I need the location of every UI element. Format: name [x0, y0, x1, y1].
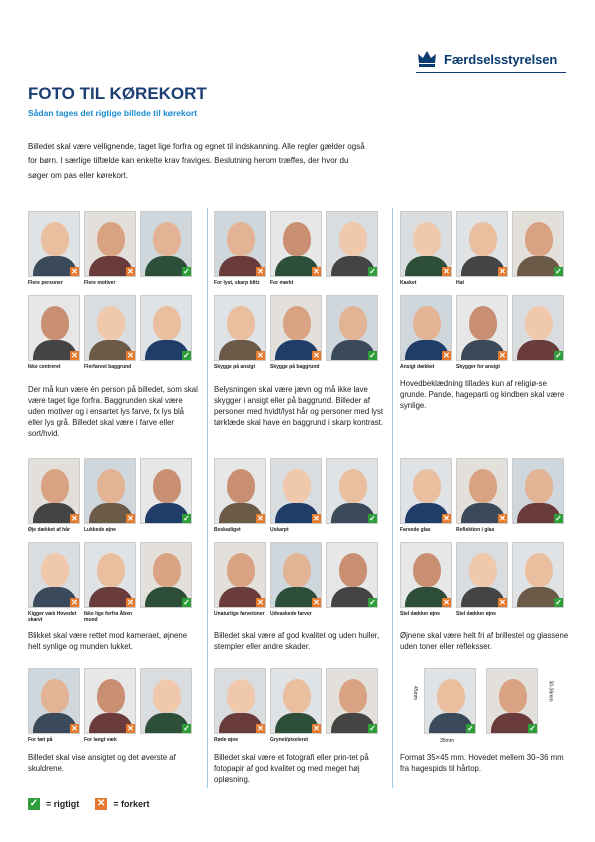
correct-icon: ✓ — [555, 267, 562, 276]
portrait-photo — [140, 542, 192, 608]
photo-caption: Skygge på baggrund — [270, 364, 320, 370]
portrait-photo — [28, 211, 80, 277]
portrait-photo — [326, 295, 378, 361]
correct-icon: ✓ — [369, 598, 376, 607]
portrait-photo — [400, 295, 452, 361]
wrong-icon: ✕ — [443, 514, 450, 523]
intro-text: Billedet skal være vellignende, taget lige forfra og egnet til indskanning. Alle regler gælder også for børn. I særlige tilfælde kan enkelte krav fraviges. Beslutning herom træffes, der hvor du søger om pas eller kørekort. — [28, 142, 365, 180]
wrong-icon: ✕ — [443, 351, 450, 360]
legend-bad-label: = forkert — [113, 799, 150, 809]
photo-caption: Flerfarvet baggrund — [84, 364, 132, 370]
portrait-photo — [28, 295, 80, 361]
rule-text: Hovedbeklædning tillades kun af religiø-se grunde. Pande, hageparti og kindben skal være synlige. — [400, 379, 565, 410]
correct-icon: ✓ — [555, 514, 562, 523]
portrait-photo — [214, 542, 266, 608]
portrait-photo — [140, 458, 192, 524]
brand-name: Færdselsstyrelsen — [444, 51, 558, 67]
correct-icon: ✓ — [369, 514, 376, 523]
wrong-icon: ✕ — [443, 598, 450, 607]
photo-caption: Unaturlige farvetoner — [214, 611, 265, 617]
portrait-photo — [512, 458, 564, 524]
wrong-icon: ✕ — [313, 724, 320, 733]
correct-icon: ✓ — [555, 598, 562, 607]
wrong-icon: ✕ — [257, 351, 264, 360]
photo-caption: Stel dækker øjne — [400, 611, 441, 617]
correct-icon: ✓ — [183, 514, 190, 523]
wrong-icon: ✕ — [499, 598, 506, 607]
photo-caption: For tæt på — [28, 737, 53, 743]
portrait-photo — [84, 542, 136, 608]
portrait-photo — [424, 668, 476, 734]
wrong-icon: ✕ — [257, 724, 264, 733]
photo-caption: Ikke lige forfra Åben mund — [84, 611, 133, 623]
correct-icon: ✓ — [369, 267, 376, 276]
portrait-photo — [512, 295, 564, 361]
wrong-icon: ✕ — [313, 351, 320, 360]
wrong-icon: ✕ — [71, 514, 78, 523]
wrong-icon: ✕ — [313, 598, 320, 607]
portrait-photo — [214, 668, 266, 734]
photo-caption: Ansigt dækket — [400, 364, 435, 370]
page-subtitle: Sådan tages det rigtige billede til kørekort — [28, 108, 198, 118]
wrong-icon: ✕ — [499, 351, 506, 360]
portrait-photo — [28, 668, 80, 734]
rule-text: Billedet skal være af god kvalitet og uden huller, stempler eller andre skader. — [214, 631, 380, 651]
wrong-icon: ✕ — [127, 514, 134, 523]
portrait-photo — [512, 211, 564, 277]
wrong-icon: ✕ — [71, 724, 78, 733]
correct-icon: ✓ — [369, 351, 376, 360]
correct-icon: ✓ — [183, 724, 190, 733]
photo-caption: Kasket — [400, 280, 417, 286]
portrait-photo — [84, 295, 136, 361]
photo-caption: Hat — [456, 280, 465, 286]
portrait-photo — [270, 458, 322, 524]
photo-caption: Uskarpt — [270, 527, 289, 533]
portrait-photo — [214, 211, 266, 277]
rule-text: Blikket skal være rettet mod kameraet, øjnene helt synlige og munden lukket. — [28, 631, 188, 651]
photo-caption: Flere motiver — [84, 280, 116, 286]
wrong-icon: ✕ — [127, 598, 134, 607]
correct-icon: ✓ — [467, 724, 474, 733]
column-divider — [392, 208, 393, 788]
portrait-photo — [456, 211, 508, 277]
wrong-icon: ✕ — [443, 267, 450, 276]
crown-icon — [416, 48, 438, 70]
wrong-icon: ✕ — [257, 267, 264, 276]
wrong-icon: ✕ — [71, 598, 78, 607]
wrong-icon: ✕ — [499, 267, 506, 276]
photo-caption: Udvaskede farver — [270, 611, 312, 617]
portrait-photo — [270, 211, 322, 277]
portrait-photo — [326, 458, 378, 524]
rule-text: Billedet skal være et fotografi eller prin-tet på fotopapir af god kvalitet og med meget høj opløsning. — [214, 753, 369, 784]
correct-icon: ✓ — [183, 598, 190, 607]
wrong-icon: ✕ — [257, 598, 264, 607]
portrait-photo — [28, 458, 80, 524]
wrong-icon: ✕ — [127, 351, 134, 360]
correct-icon: ✓ — [369, 724, 376, 733]
portrait-photo — [456, 458, 508, 524]
portrait-photo — [326, 211, 378, 277]
correct-icon: ✓ — [529, 724, 536, 733]
photo-caption: Røde øjne — [214, 737, 239, 743]
rule-text: Der må kun være én person på billedet, som skal være taget lige forfra. Baggrunden skal være uden motiver og i ensartet lys farve, fx lys blå eller lys grå. Billedet skal være i farve eller sort/hvid. — [28, 385, 198, 438]
rule-text: Belysningen skal være jævn og må ikke lave skygger i ansigt eller på baggrund. Billeder af personer med hvidt/lyst hår og personer med lyst tørklæde skal have en baggrund i skarp kontrast. — [214, 385, 384, 427]
portrait-photo — [28, 542, 80, 608]
dimension-label: 35mm — [440, 738, 454, 744]
legend-ok-label: = rigtigt — [46, 799, 80, 809]
photo-caption: Ikke centreret — [28, 364, 61, 370]
photo-caption: Flere personer — [28, 280, 63, 286]
portrait-photo — [214, 295, 266, 361]
portrait-photo — [84, 458, 136, 524]
photo-caption: Øje dækket af hår — [28, 527, 70, 533]
wrong-icon: ✕ — [313, 514, 320, 523]
portrait-photo — [140, 668, 192, 734]
wrong-icon: ✕ — [499, 514, 506, 523]
photo-caption: Stel dækker øjne — [456, 611, 497, 617]
rule-text: Øjnene skal være helt fri af brillestel og glassene uden toner eller refleksser. — [400, 631, 569, 651]
portrait-photo — [140, 295, 192, 361]
photo-caption: Reflektion i glas — [456, 527, 495, 533]
correct-icon: ✓ — [183, 351, 190, 360]
wrong-icon: ✕ — [127, 724, 134, 733]
portrait-photo — [270, 668, 322, 734]
legend — [28, 798, 150, 810]
rule-text: Billedet skal vise ansigtet og det øverste af skuldrene. — [28, 753, 176, 773]
portrait-photo — [400, 542, 452, 608]
wrong-icon: ✕ — [257, 514, 264, 523]
photo-caption: Beskadiget — [214, 527, 241, 533]
column-divider — [207, 208, 208, 788]
portrait-photo — [84, 211, 136, 277]
portrait-photo — [400, 458, 452, 524]
correct-icon: ✓ — [183, 267, 190, 276]
portrait-photo — [512, 542, 564, 608]
rule-text: Format 35×45 mm. Hovedet mellem 30–36 mm fra hagespids til hårtop. — [400, 753, 564, 773]
portrait-photo — [400, 211, 452, 277]
portrait-photo — [456, 295, 508, 361]
photo-caption: For mørkt — [270, 280, 294, 286]
photo-caption: Skygger for ansigt — [456, 364, 500, 370]
bad-icon: ✕ — [97, 798, 106, 809]
photo-caption: Skygge på ansigt — [214, 364, 256, 370]
wrong-icon: ✕ — [71, 267, 78, 276]
portrait-photo — [270, 542, 322, 608]
portrait-photo — [140, 211, 192, 277]
photo-caption: For lyst, skarp blitz — [214, 280, 260, 286]
portrait-photo — [214, 458, 266, 524]
logo-divider — [416, 72, 566, 73]
portrait-photo — [326, 668, 378, 734]
page-title: FOTO TIL KØREKORT — [28, 84, 207, 103]
portrait-photo — [486, 668, 538, 734]
photo-caption: Grynet/pixeleret — [270, 737, 309, 743]
portrait-photo — [270, 295, 322, 361]
dimension-label: 30-36mm — [547, 680, 554, 702]
wrong-icon: ✕ — [71, 351, 78, 360]
ok-icon: ✓ — [29, 798, 39, 809]
wrong-icon: ✕ — [127, 267, 134, 276]
portrait-photo — [84, 668, 136, 734]
photo-caption: Lukkede øjne — [84, 527, 116, 533]
wrong-icon: ✕ — [313, 267, 320, 276]
photo-caption: Farvede glas — [400, 527, 431, 533]
correct-icon: ✓ — [555, 351, 562, 360]
photo-caption: Kigger væk Hovedet skævt — [28, 611, 77, 623]
brand-logo — [416, 48, 557, 70]
portrait-photo — [456, 542, 508, 608]
dimension-label: 45mm — [411, 686, 418, 700]
photo-caption: For langt væk — [84, 737, 117, 743]
portrait-photo — [326, 542, 378, 608]
